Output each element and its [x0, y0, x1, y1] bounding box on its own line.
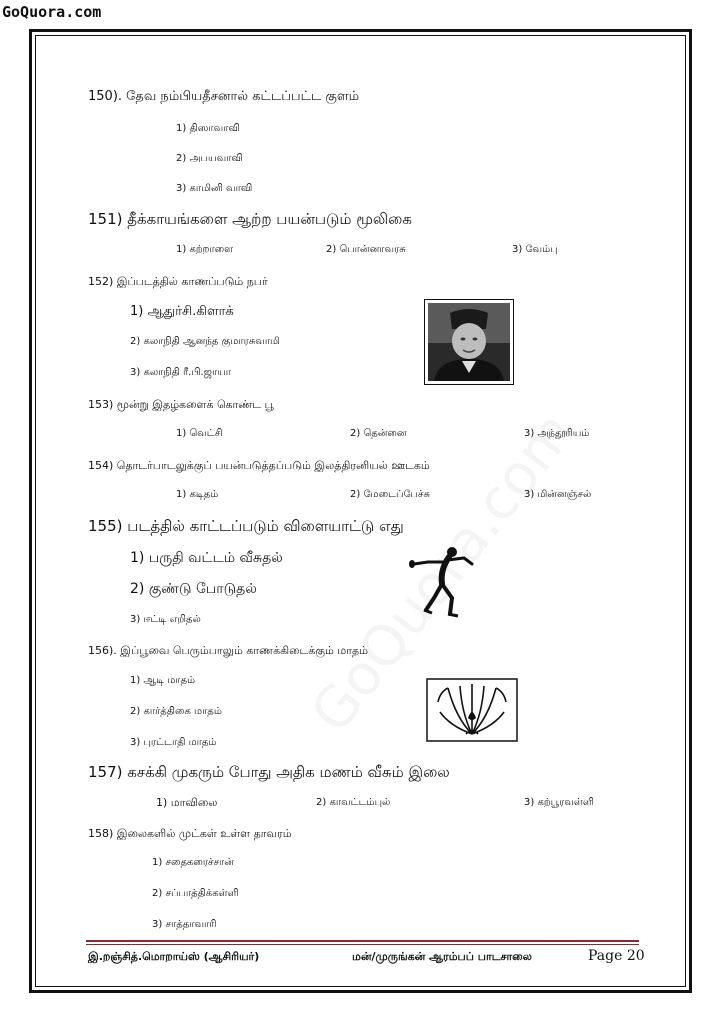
- q157-option-2: 2) காவட்டம்புல்: [316, 797, 391, 808]
- page-number: Page 20: [588, 948, 645, 964]
- q158-option-3: 3) சாத்தாவாரி: [152, 919, 217, 930]
- q155-option-1: 1) பருதி வட்டம் வீசுதல்: [130, 550, 283, 566]
- q156-option-2: 2) கார்த்திகை மாதம்: [130, 706, 222, 717]
- q157-option-3: 3) கற்பூரவள்ளி: [524, 797, 594, 808]
- q156-option-3: 3) புரட்டாதி மாதம்: [130, 737, 217, 748]
- q154-option-3: 3) மின்னஞ்சல்: [524, 489, 592, 500]
- footer-rule-thick: [86, 940, 639, 942]
- q158-option-1: 1) சதைகரைச்சான்: [152, 857, 234, 868]
- q158-option-2: 2) சப்பாத்திக்கள்ளி: [152, 888, 239, 899]
- question-156: 156). இப்பூவை பெரும்பாலும் காணக்கிடைக்கும் மாதம்: [88, 644, 369, 657]
- footer-school: மன்/முருங்கன் ஆரம்பப் பாடசாலை: [352, 950, 532, 963]
- q152-option-2: 2) கலாநிதி ஆனந்த குமாரசுவாமி: [130, 336, 280, 347]
- q150-option-1: 1) திஸாவாவி: [176, 123, 240, 134]
- q152-option-1: 1) ஆதுர்சி.கிளாக்: [130, 304, 234, 319]
- footer-author: இ.றஞ்சித்.மொறாய்ஸ் (ஆசிரியர்): [88, 950, 260, 963]
- q156-option-1: 1) ஆடி மாதம்: [130, 675, 196, 686]
- q154-option-1: 1) கடிதம்: [176, 489, 219, 500]
- question-154: 154) தொடர்பாடலுக்குப் பயன்படுத்தப்படும் இலத்திரனியல் ஊடகம்: [88, 459, 430, 472]
- q157-option-1: 1) மாவிலை: [156, 796, 218, 809]
- question-158: 158) இலைகளில் முட்கள் உள்ள தாவரம்: [88, 827, 292, 840]
- q151-option-3: 3) வேம்பு: [512, 244, 558, 255]
- flower-drawing: [426, 678, 518, 742]
- q151-option-1: 1) கற்றாளை: [176, 244, 234, 255]
- question-153: 153) மூன்று இதழ்களைக் கொண்ட பூ: [88, 398, 274, 411]
- q151-option-2: 2) பொன்னாவரசு: [326, 244, 406, 255]
- question-150: 150). தேவ நம்பியதீசனால் கட்டப்பட்ட குளம்: [88, 89, 360, 104]
- question-155: 155) படத்தில் காட்டப்படும் விளையாட்டு எது: [88, 517, 404, 535]
- q153-option-1: 1) வெட்சி: [176, 428, 223, 439]
- athlete-drawing: [404, 540, 484, 620]
- q153-option-3: 3) அந்தூரியம்: [524, 428, 590, 439]
- q155-option-3: 3) ஈட்டி எறிதல்: [130, 614, 201, 625]
- q155-option-2: 2) குண்டு போடுதல்: [130, 581, 257, 597]
- question-152: 152) இப்படத்தில் காணப்படும் நபர்: [88, 275, 268, 288]
- site-watermark: GoQuora.com: [2, 3, 102, 21]
- q150-option-3: 3) காமினி வாவி: [176, 183, 253, 194]
- question-157: 157) கசக்கி முகரும் போது அதிக மணம் வீசும் இலை: [88, 763, 450, 781]
- portrait-photo: [424, 299, 514, 385]
- q154-option-2: 2) மேடைப்பேச்சு: [350, 489, 431, 500]
- page-border-inner: [35, 35, 686, 987]
- q152-option-3: 3) கலாநிதி ரீ.பி.ஜாயா: [130, 367, 232, 378]
- q150-option-2: 2) அபயவாவி: [176, 153, 243, 164]
- question-151: 151) தீக்காயங்களை ஆற்ற பயன்படும் மூலிகை: [88, 210, 412, 228]
- footer-rule-thin: [86, 944, 639, 945]
- q153-option-2: 2) தென்னை: [350, 428, 407, 439]
